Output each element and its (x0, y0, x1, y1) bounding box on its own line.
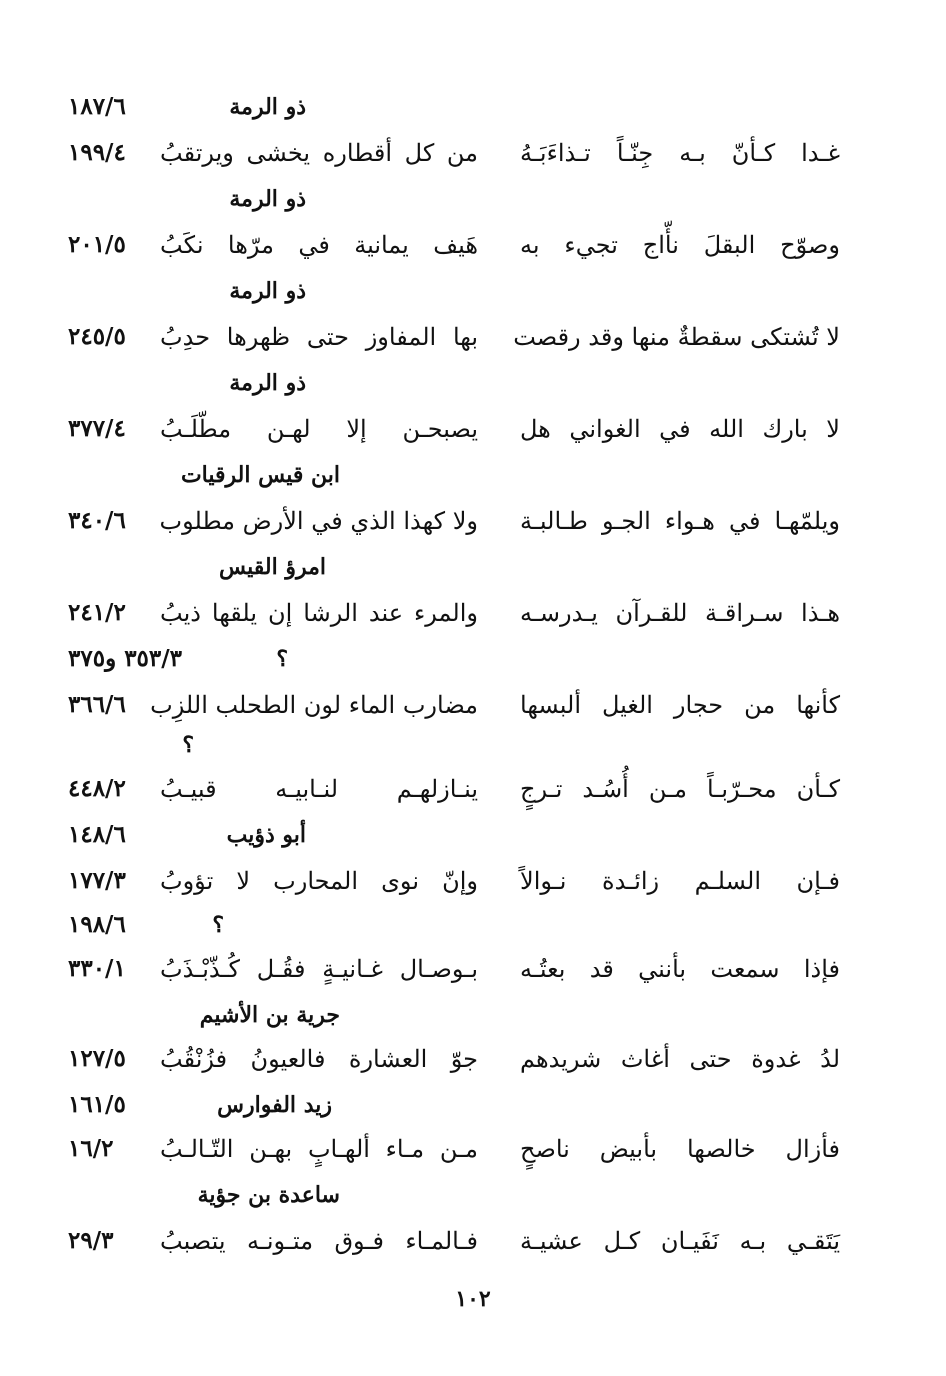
verse-reference: ١٤٨/٦ (68, 821, 126, 848)
page-number: ١٠٢ (455, 1286, 491, 1312)
verse-second-hemistich: وإنّ نوى المحارب لا تؤوبُ (160, 867, 478, 895)
poet-name: ابن قيس الرقيات (180, 462, 340, 488)
verse-reference: ٣٧٧/٤ (68, 415, 126, 442)
verse-reference: ١٦/٢ (68, 1135, 114, 1162)
poet-line (0, 544, 946, 590)
poet-line (0, 1172, 946, 1218)
verse-reference: ٤٤٨/٢ (68, 775, 126, 802)
poet-line (0, 360, 946, 406)
poet-name: ؟ (212, 912, 224, 938)
verse-first-hemistich: هـذا سـراقـة للقـرآن يـدرسـه (520, 599, 840, 627)
poet-line (0, 992, 946, 1038)
verse-line (0, 590, 946, 636)
poet-line (0, 636, 946, 682)
verse-line (0, 946, 946, 992)
verse-reference: ٢٠١/٥ (68, 231, 126, 258)
verse-first-hemistich: ويلمّهـا في هـواء الجـو طـالبـة (520, 507, 840, 535)
verse-second-hemistich: فـالمـاء فـوق متـونـه يتصببُ (160, 1227, 478, 1255)
poet-name: زيد الفوارس (217, 1092, 332, 1118)
verse-line (0, 858, 946, 904)
verse-second-hemistich: والمرء عند الرشا إن يلقها ذيبُ (160, 599, 478, 627)
poet-line (0, 268, 946, 314)
verse-line (0, 766, 946, 812)
poet-line (0, 1082, 946, 1128)
verse-first-hemistich: كأنها من حجار الغيل ألبسها (520, 691, 840, 719)
verse-second-hemistich: يصبحـن إلا لهـن مطّلَـبُ (160, 415, 478, 443)
poet-name: امرؤ القيس (219, 554, 326, 580)
poet-name: ذو الرمة (229, 370, 306, 396)
poet-name: أبو ذؤيب (226, 822, 306, 848)
verse-second-hemistich: ينـازلهـم لنـابيـه قبيـبُ (160, 775, 478, 803)
verse-reference: ١٧٧/٣ (68, 867, 126, 894)
verse-reference: ٣٤٠/٦ (68, 507, 126, 534)
poet-line (0, 176, 946, 222)
verse-first-hemistich: يَتَقـي بـه نَفَيـان كـل عشيـة (520, 1227, 840, 1255)
verse-reference: ٢٤١/٢ (68, 599, 126, 626)
poet-line (0, 452, 946, 498)
verse-line (0, 406, 946, 452)
verse-reference: ٢٩/٣ (68, 1227, 114, 1254)
verse-reference: ٣٣٠/١ (68, 955, 126, 982)
poet-line (0, 812, 946, 858)
verse-reference: ١٩٩/٤ (68, 139, 126, 166)
verse-first-hemistich: فـإن السلـم زائـدة نـوالاً (520, 867, 840, 895)
poet-line (0, 902, 946, 948)
verse-first-hemistich: غـدا كـأنّ بـه جِنّـاً تـذاءَبَـهُ (520, 139, 840, 167)
verse-second-hemistich: جوّ العشارة فالعيونُ فزُنْقُبُ (160, 1045, 478, 1073)
verse-second-hemistich: من كل أقطاره يخشى ويرتقبُ (160, 139, 478, 167)
verse-second-hemistich: مـن مـاء ألهـابٍ بهـن التّـالـبُ (160, 1135, 478, 1163)
verse-first-hemistich: فأزال خالصها بأبيض ناصحٍ (520, 1135, 840, 1163)
poet-name: ذو الرمة (229, 278, 306, 304)
poet-name: ساعدة بن جؤية (197, 1182, 340, 1208)
poet-line (0, 722, 946, 768)
verse-reference: ١٩٨/٦ (68, 911, 126, 938)
poet-line (0, 84, 946, 130)
verse-line (0, 130, 946, 176)
poet-name: ذو الرمة (229, 94, 306, 120)
verse-second-hemistich: بـوصـال غـانيـةٍ فقُـل كُـذّبْـذَبُ (160, 955, 478, 983)
verse-reference: ١٦١/٥ (68, 1091, 126, 1118)
verse-line (0, 1126, 946, 1172)
verse-first-hemistich: لا تُشتكى سقطةٌ منها وقد رقصت (513, 323, 840, 351)
verse-second-hemistich: هَيف يمانية في مرّها نكَبُ (160, 231, 478, 259)
verse-reference: ١٨٧/٦ (68, 93, 126, 120)
verse-reference: ١٢٧/٥ (68, 1045, 126, 1072)
verse-second-hemistich: مضارب الماء لون الطحلب اللزِب (150, 691, 478, 719)
verse-reference: ٣٦٦/٦ (68, 691, 126, 718)
verse-line (0, 1218, 946, 1264)
poet-name: ذو الرمة (229, 186, 306, 212)
poet-name: جرية بن الأشيم (199, 1002, 340, 1028)
verse-first-hemistich: لدُ غدوة حتى أغاث شريدهم (520, 1045, 840, 1073)
verse-second-hemistich: بها المفاوز حتى ظهرها حدِبُ (160, 323, 478, 351)
verse-first-hemistich: كـأن محـرّبـاً مـن أُسُـد تـرجٍ (520, 775, 840, 803)
verse-line (0, 1036, 946, 1082)
verse-reference: ٣٥٣/٣ و٣٧٥ (68, 645, 183, 672)
poet-name: ؟ (276, 646, 288, 672)
verse-first-hemistich: لا بارك الله في الغواني هل (520, 415, 840, 443)
verse-line (0, 498, 946, 544)
verse-first-hemistich: فإذا سمعت بأنني قد بعتُـه (520, 955, 840, 983)
verse-first-hemistich: وصوّح البقلَ نأّاج تجيء به (520, 231, 840, 259)
verse-second-hemistich: ولا كهذا الذي في الأرض مطلوب (159, 507, 478, 535)
verse-line (0, 314, 946, 360)
verse-line (0, 222, 946, 268)
verse-reference: ٢٤٥/٥ (68, 323, 126, 350)
poet-name: ؟ (182, 732, 194, 758)
